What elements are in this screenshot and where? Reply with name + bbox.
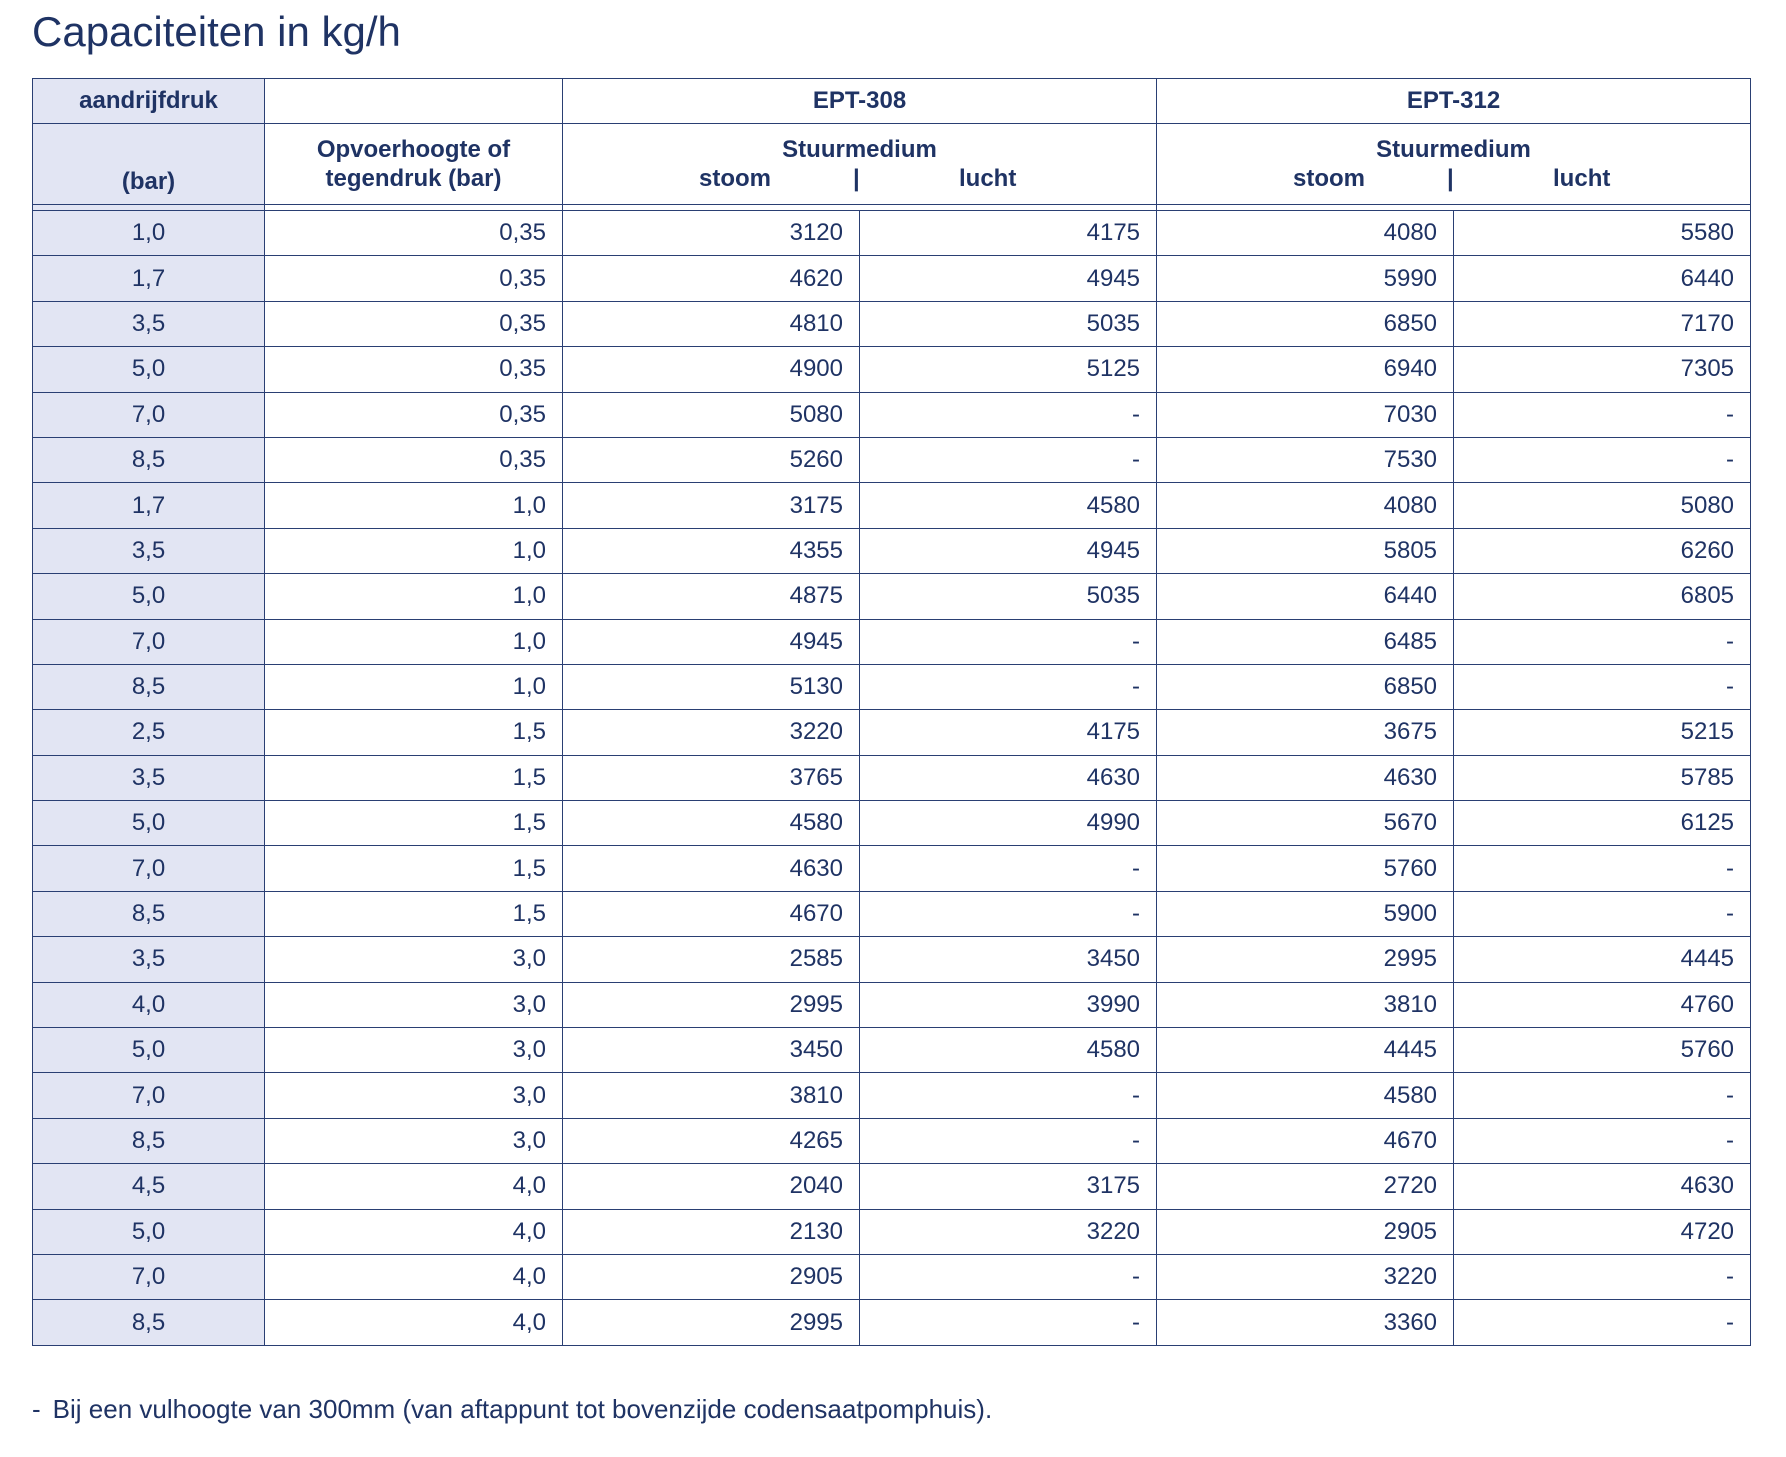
cell-ept308-lucht: 4630 — [860, 755, 1157, 800]
cell-opvoerhoogte: 0,35 — [265, 392, 563, 437]
cell-ept308-stoom: 3220 — [563, 710, 860, 755]
cell-ept312-lucht: - — [1454, 664, 1751, 709]
cell-ept308-lucht: 4990 — [860, 801, 1157, 846]
cell-aandrijfdruk: 8,5 — [33, 664, 265, 709]
cell-ept312-lucht: 4445 — [1454, 937, 1751, 982]
footnote-text: Bij een vulhoogte van 300mm (van aftappunt tot bovenzijde codensaatpomphuis). — [52, 1394, 993, 1424]
cell-ept308-lucht: 5035 — [860, 301, 1157, 346]
cell-ept312-lucht: 5080 — [1454, 483, 1751, 528]
cell-ept308-stoom: 2905 — [563, 1254, 860, 1299]
cell-ept308-lucht: 5125 — [860, 347, 1157, 392]
table-row — [33, 710, 1751, 755]
stoom-label: stoom — [699, 165, 771, 192]
cell-ept308-stoom: 3765 — [563, 755, 860, 800]
cell-ept312-stoom: 5670 — [1157, 801, 1454, 846]
table-row — [33, 982, 1751, 1027]
cell-opvoerhoogte: 4,0 — [265, 1164, 563, 1209]
cell-ept312-stoom: 6485 — [1157, 619, 1454, 664]
cell-aandrijfdruk: 5,0 — [33, 574, 265, 619]
cell-ept308-stoom: 4810 — [563, 301, 860, 346]
cell-opvoerhoogte: 1,5 — [265, 801, 563, 846]
header-opvoerhoogte-line1: Opvoerhoogte of — [316, 136, 511, 163]
cell-ept312-stoom: 2720 — [1157, 1164, 1454, 1209]
header-aandrijfdruk: aandrijfdruk — [33, 79, 265, 124]
cell-ept308-lucht: 4175 — [860, 710, 1157, 755]
cell-aandrijfdruk: 1,0 — [33, 211, 265, 256]
cell-aandrijfdruk: 5,0 — [33, 1209, 265, 1254]
cell-ept308-stoom: 4630 — [563, 846, 860, 891]
cell-ept312-lucht: - — [1454, 619, 1751, 664]
cell-ept308-stoom: 4355 — [563, 528, 860, 573]
table-row — [33, 664, 1751, 709]
header-model-ept-312: EPT-312 — [1157, 79, 1751, 124]
cell-ept312-stoom: 3360 — [1157, 1300, 1454, 1345]
cell-ept312-lucht: - — [1454, 1300, 1751, 1345]
cell-ept312-lucht: - — [1454, 1254, 1751, 1299]
cell-opvoerhoogte: 1,0 — [265, 528, 563, 573]
cell-ept308-lucht: 4580 — [860, 1028, 1157, 1073]
header-opvoerhoogte-line2: tegendruk (bar) — [325, 165, 502, 192]
table-row — [33, 801, 1751, 846]
cell-ept312-stoom: 6940 — [1157, 347, 1454, 392]
medium-separator: | — [1447, 165, 1454, 192]
cell-ept312-lucht: 6440 — [1454, 256, 1751, 301]
cell-aandrijfdruk: 3,5 — [33, 528, 265, 573]
cell-aandrijfdruk: 5,0 — [33, 1028, 265, 1073]
cell-ept308-lucht: 3220 — [860, 1209, 1157, 1254]
table-row — [33, 211, 1751, 256]
table-row — [33, 347, 1751, 392]
cell-ept308-lucht: 3450 — [860, 937, 1157, 982]
table-row — [33, 392, 1751, 437]
table-row — [33, 619, 1751, 664]
cell-ept308-stoom: 2585 — [563, 937, 860, 982]
cell-aandrijfdruk: 7,0 — [33, 619, 265, 664]
cell-ept312-stoom: 5760 — [1157, 846, 1454, 891]
cell-ept308-stoom: 5260 — [563, 437, 860, 482]
cell-opvoerhoogte: 1,5 — [265, 891, 563, 936]
table-row — [33, 755, 1751, 800]
cell-ept312-stoom: 3810 — [1157, 982, 1454, 1027]
cell-opvoerhoogte: 1,5 — [265, 846, 563, 891]
table-row — [33, 1164, 1751, 1209]
cell-ept312-stoom: 2905 — [1157, 1209, 1454, 1254]
cell-ept308-lucht: - — [860, 1118, 1157, 1163]
lucht-label: lucht — [1553, 165, 1611, 192]
table-row — [33, 891, 1751, 936]
cell-aandrijfdruk: 2,5 — [33, 710, 265, 755]
cell-ept308-stoom: 5130 — [563, 664, 860, 709]
table-row — [33, 528, 1751, 573]
cell-aandrijfdruk: 5,0 — [33, 347, 265, 392]
cell-ept308-lucht: - — [860, 891, 1157, 936]
cell-aandrijfdruk: 3,5 — [33, 755, 265, 800]
cell-ept312-stoom: 7030 — [1157, 392, 1454, 437]
table-row — [33, 256, 1751, 301]
cell-aandrijfdruk: 7,0 — [33, 392, 265, 437]
cell-aandrijfdruk: 8,5 — [33, 437, 265, 482]
lucht-label: lucht — [959, 165, 1017, 192]
cell-opvoerhoogte: 4,0 — [265, 1254, 563, 1299]
cell-ept312-lucht: 7305 — [1454, 347, 1751, 392]
cell-ept308-stoom: 3175 — [563, 483, 860, 528]
cell-ept312-stoom: 7530 — [1157, 437, 1454, 482]
table-row — [33, 846, 1751, 891]
stuurmedium-label: Stuurmedium — [1376, 136, 1531, 163]
header-opvoerhoogte — [265, 124, 563, 205]
cell-ept308-lucht: - — [860, 1300, 1157, 1345]
cell-opvoerhoogte: 0,35 — [265, 256, 563, 301]
cell-ept308-lucht: 4580 — [860, 483, 1157, 528]
cell-ept312-stoom: 4630 — [1157, 755, 1454, 800]
stuurmedium-sub — [563, 164, 1156, 193]
cell-ept308-stoom: 2995 — [563, 1300, 860, 1345]
cell-ept312-lucht: 4720 — [1454, 1209, 1751, 1254]
cell-ept312-stoom: 3675 — [1157, 710, 1454, 755]
cell-ept312-stoom: 5990 — [1157, 256, 1454, 301]
table-row — [33, 1073, 1751, 1118]
table-row — [33, 1028, 1751, 1073]
table-row — [33, 574, 1751, 619]
header-stuurmedium-ept-308 — [563, 124, 1157, 205]
cell-opvoerhoogte: 1,0 — [265, 664, 563, 709]
cell-ept312-stoom: 2995 — [1157, 937, 1454, 982]
cell-aandrijfdruk: 4,5 — [33, 1164, 265, 1209]
cell-ept308-stoom: 4580 — [563, 801, 860, 846]
capacity-table — [32, 78, 1751, 1346]
cell-ept312-lucht: - — [1454, 891, 1751, 936]
cell-aandrijfdruk: 3,5 — [33, 301, 265, 346]
cell-ept312-lucht: - — [1454, 1118, 1751, 1163]
cell-opvoerhoogte: 4,0 — [265, 1209, 563, 1254]
cell-ept308-stoom: 3120 — [563, 211, 860, 256]
table-row — [33, 483, 1751, 528]
cell-ept312-stoom: 4445 — [1157, 1028, 1454, 1073]
cell-ept312-lucht: 4630 — [1454, 1164, 1751, 1209]
cell-ept312-lucht: 5785 — [1454, 755, 1751, 800]
cell-ept308-stoom: 4945 — [563, 619, 860, 664]
table-row — [33, 1118, 1751, 1163]
cell-ept312-lucht: - — [1454, 1073, 1751, 1118]
table-row — [33, 937, 1751, 982]
table-row — [33, 1209, 1751, 1254]
cell-ept312-stoom: 4580 — [1157, 1073, 1454, 1118]
cell-ept312-stoom: 6440 — [1157, 574, 1454, 619]
cell-ept312-stoom: 6850 — [1157, 664, 1454, 709]
cell-ept308-stoom: 4265 — [563, 1118, 860, 1163]
cell-ept308-lucht: 4945 — [860, 528, 1157, 573]
cell-ept312-lucht: 5580 — [1454, 211, 1751, 256]
cell-ept308-lucht: 4945 — [860, 256, 1157, 301]
cell-ept308-lucht: 5035 — [860, 574, 1157, 619]
cell-opvoerhoogte: 1,5 — [265, 755, 563, 800]
cell-opvoerhoogte: 0,35 — [265, 347, 563, 392]
cell-ept308-lucht: - — [860, 437, 1157, 482]
cell-aandrijfdruk: 7,0 — [33, 846, 265, 891]
page-title: Capaciteiten in kg/h — [32, 8, 401, 55]
cell-aandrijfdruk: 1,7 — [33, 483, 265, 528]
cell-aandrijfdruk: 8,5 — [33, 891, 265, 936]
cell-ept308-lucht: 3990 — [860, 982, 1157, 1027]
cell-ept308-stoom: 3450 — [563, 1028, 860, 1073]
header-bar-unit: (bar) — [33, 124, 265, 205]
cell-aandrijfdruk: 8,5 — [33, 1300, 265, 1345]
cell-ept308-stoom: 2040 — [563, 1164, 860, 1209]
header-empty — [265, 79, 563, 124]
cell-aandrijfdruk: 5,0 — [33, 801, 265, 846]
cell-opvoerhoogte: 3,0 — [265, 1028, 563, 1073]
table-row — [33, 1300, 1751, 1345]
cell-ept308-lucht: - — [860, 1073, 1157, 1118]
table-row — [33, 437, 1751, 482]
cell-opvoerhoogte: 4,0 — [265, 1300, 563, 1345]
cell-aandrijfdruk: 4,0 — [33, 982, 265, 1027]
cell-ept312-lucht: 5215 — [1454, 710, 1751, 755]
cell-ept312-lucht: 5760 — [1454, 1028, 1751, 1073]
cell-opvoerhoogte: 1,0 — [265, 619, 563, 664]
header-model-ept-308: EPT-308 — [563, 79, 1157, 124]
cell-opvoerhoogte: 3,0 — [265, 937, 563, 982]
cell-ept308-stoom: 4620 — [563, 256, 860, 301]
cell-ept308-lucht: - — [860, 664, 1157, 709]
cell-opvoerhoogte: 3,0 — [265, 1118, 563, 1163]
cell-ept308-lucht: 4175 — [860, 211, 1157, 256]
cell-ept308-stoom: 4875 — [563, 574, 860, 619]
table-body — [33, 211, 1751, 1346]
footnote — [32, 1394, 992, 1425]
cell-ept312-lucht: 7170 — [1454, 301, 1751, 346]
cell-opvoerhoogte: 0,35 — [265, 211, 563, 256]
cell-ept312-stoom: 3220 — [1157, 1254, 1454, 1299]
stuurmedium-sub — [1157, 164, 1750, 193]
table-row — [33, 1254, 1751, 1299]
cell-ept308-stoom: 2995 — [563, 982, 860, 1027]
cell-opvoerhoogte: 1,0 — [265, 483, 563, 528]
cell-ept308-lucht: - — [860, 1254, 1157, 1299]
cell-ept312-stoom: 6850 — [1157, 301, 1454, 346]
cell-ept308-lucht: - — [860, 392, 1157, 437]
cell-opvoerhoogte: 0,35 — [265, 301, 563, 346]
cell-ept312-stoom: 4080 — [1157, 483, 1454, 528]
cell-ept312-lucht: 6125 — [1454, 801, 1751, 846]
footnote-dash: - — [32, 1394, 41, 1424]
cell-ept308-lucht: - — [860, 619, 1157, 664]
cell-ept312-lucht: - — [1454, 846, 1751, 891]
cell-ept312-lucht: 6260 — [1454, 528, 1751, 573]
stoom-label: stoom — [1293, 165, 1366, 192]
cell-aandrijfdruk: 7,0 — [33, 1073, 265, 1118]
cell-ept312-lucht: - — [1454, 392, 1751, 437]
cell-aandrijfdruk: 7,0 — [33, 1254, 265, 1299]
cell-ept308-lucht: - — [860, 846, 1157, 891]
header-stuurmedium-ept-312 — [1157, 124, 1751, 205]
stuurmedium-label: Stuurmedium — [782, 136, 937, 163]
medium-separator: | — [853, 165, 860, 192]
cell-ept308-stoom: 5080 — [563, 392, 860, 437]
cell-opvoerhoogte: 1,0 — [265, 574, 563, 619]
cell-ept312-stoom: 4080 — [1157, 211, 1454, 256]
cell-ept308-lucht: 3175 — [860, 1164, 1157, 1209]
cell-ept312-lucht: 6805 — [1454, 574, 1751, 619]
table-row — [33, 301, 1751, 346]
cell-ept312-stoom: 5805 — [1157, 528, 1454, 573]
cell-opvoerhoogte: 3,0 — [265, 982, 563, 1027]
cell-aandrijfdruk: 3,5 — [33, 937, 265, 982]
cell-opvoerhoogte: 3,0 — [265, 1073, 563, 1118]
cell-ept312-lucht: - — [1454, 437, 1751, 482]
cell-ept312-stoom: 4670 — [1157, 1118, 1454, 1163]
cell-opvoerhoogte: 0,35 — [265, 437, 563, 482]
cell-ept312-stoom: 5900 — [1157, 891, 1454, 936]
cell-ept308-stoom: 2130 — [563, 1209, 860, 1254]
cell-aandrijfdruk: 1,7 — [33, 256, 265, 301]
cell-ept308-stoom: 4900 — [563, 347, 860, 392]
cell-opvoerhoogte: 1,5 — [265, 710, 563, 755]
cell-ept308-stoom: 4670 — [563, 891, 860, 936]
cell-ept308-stoom: 3810 — [563, 1073, 860, 1118]
cell-aandrijfdruk: 8,5 — [33, 1118, 265, 1163]
cell-ept312-lucht: 4760 — [1454, 982, 1751, 1027]
